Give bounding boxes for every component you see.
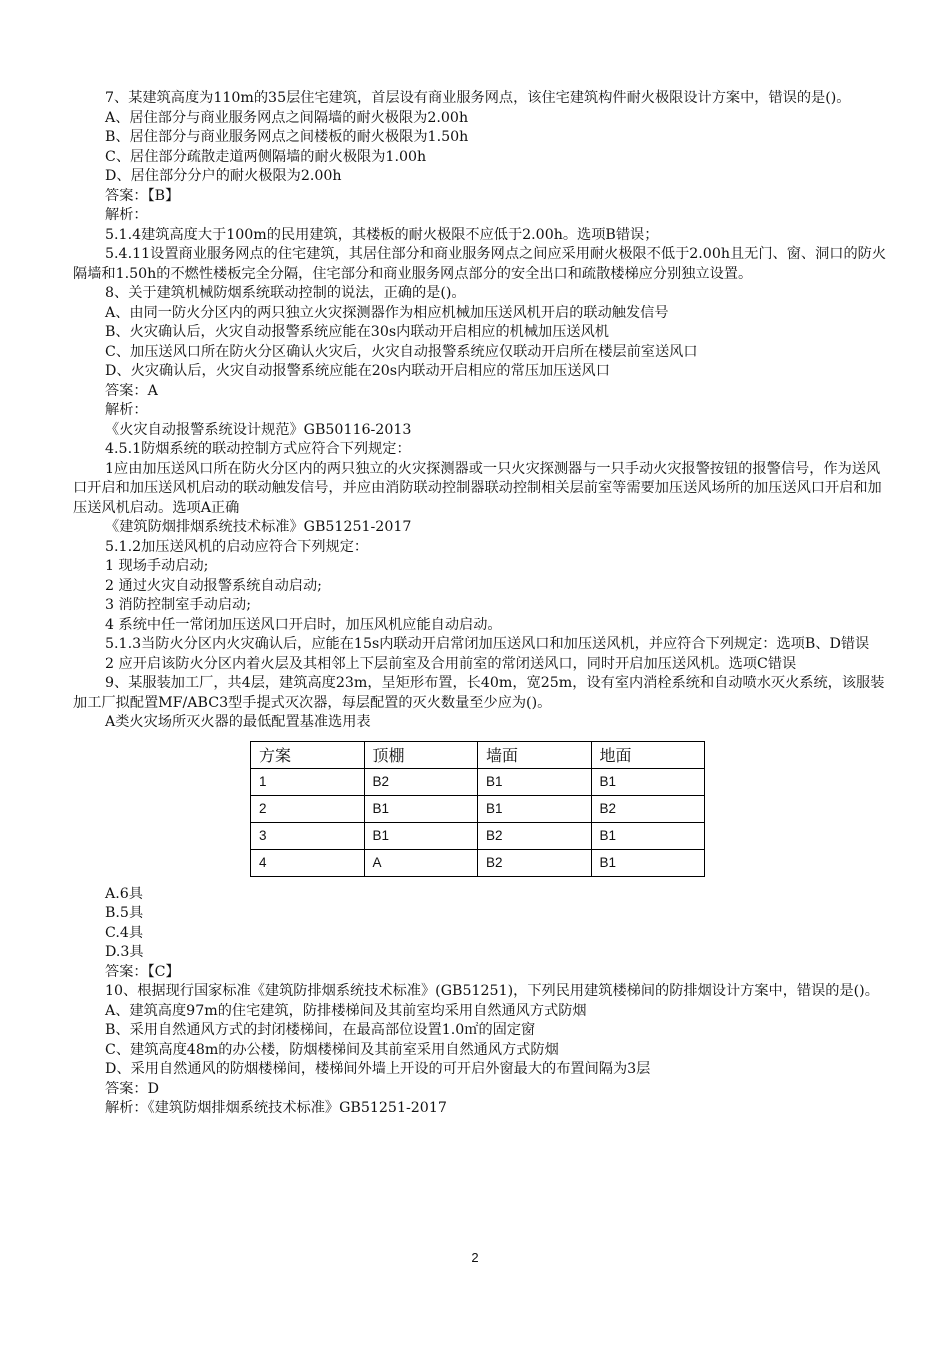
table-cell: 3 [251, 822, 365, 849]
q9-answer: 答案：【C】 [105, 963, 180, 980]
q8-analysis-9: 4 系统中任一常闭加压送风口开启时，加压风机应能自动启动。 [105, 616, 502, 633]
table-row [251, 822, 705, 849]
q7-answer: 答案：【B】 [105, 187, 180, 204]
q10-option-d: D、采用自然通风的防烟楼梯间，楼梯间外墙上开设的可开启外窗最大的布置间隔为3层 [105, 1061, 651, 1077]
q8-analysis-6: 1 现场手动启动; [105, 558, 209, 574]
q7-option-b: B、居住部分与商业服务网点之间楼板的耐火极限为1.50h [105, 129, 469, 145]
table-row [251, 795, 705, 822]
table-cell: B2 [478, 849, 592, 876]
q8-analysis-7: 2 通过火灾自动报警系统自动启动; [105, 577, 322, 594]
q10-answer: 答案：D [105, 1080, 159, 1097]
table-cell: 2 [251, 795, 365, 822]
q8-analysis-3: 1应由加压送风口所在防火分区内的两只独立的火灾探测器或一只火灾探测器与一只手动火灾报警按钮的报警信号，作为送风口开启和加压送风机启动的联动触发信号，并应由消防联动控制器联动控制相关层前室等需要加压送风场所的加压送风口开启和加压送风机启动。选项A正确 [73, 460, 882, 516]
table-cell: B2 [478, 822, 592, 849]
table-header-cell: 地面 [591, 741, 705, 768]
q8-option-c: C、加压送风口所在防火分区确认火灾后，火灾自动报警系统应仅联动开启所在楼层前室送风口 [105, 343, 698, 360]
table-cell: B1 [364, 795, 478, 822]
q8-analysis-4: 《建筑防烟排烟系统技术标准》GB51251-2017 [105, 519, 412, 535]
table-cell: 4 [251, 849, 365, 876]
table-cell: B2 [591, 795, 705, 822]
q10-stem: 10、根据现行国家标准《建筑防排烟系统技术标准》(GB51251)，下列民用建筑楼梯间的防排烟设计方案中，错误的是()。 [105, 983, 879, 999]
q8-analysis-10: 5.1.3当防火分区内火灾确认后，应能在15s内联动开启常闭加压送风口和加压送风机，并应符合下列规定：选项B、D错误 [105, 636, 870, 652]
q9-option-d: D.3具 [105, 944, 144, 960]
q7-analysis-1: 5.1.4建筑高度大于100m的民用建筑，其楼板的耐火极限不应低于2.00h。选项B错误； [105, 226, 659, 243]
q10-option-c: C、建筑高度48m的办公楼，防烟楼梯间及其前室采用自然通风方式防烟 [105, 1041, 559, 1058]
table-header-cell: 方案 [251, 741, 365, 768]
q8-option-b: B、火灾确认后，火灾自动报警系统应能在30s内联动开启相应的机械加压送风机 [105, 324, 609, 340]
table-header-row [251, 741, 705, 768]
q9-stem: 9、某服装加工厂，共4层，建筑高度23m，呈矩形布置，长40m，宽25m，设有室内消栓系统和自动喷水灭火系统，该服装加工厂拟配置MF/ABC3型手提式灭次器，每层配置的灭火数量至少应为()。 [73, 675, 885, 711]
extinguisher-config-table [250, 741, 705, 877]
table-cell: A [364, 849, 478, 876]
q8-stem: 8、关于建筑机械防烟系统联动控制的说法，正确的是()。 [105, 285, 466, 301]
table-cell: 1 [251, 768, 365, 795]
document-page [73, 89, 891, 1119]
q8-analysis-label: 解析： [105, 402, 148, 418]
q10-option-b: B、采用自然通风方式的封闭楼梯间，在最高部位设置1.0㎡的固定窗 [105, 1022, 536, 1038]
q9-table-caption: A类火灾场所灭火器的最低配置基准选用表 [105, 714, 371, 730]
table-cell: B1 [591, 822, 705, 849]
table-row [251, 849, 705, 876]
q8-analysis-2: 4.5.1防烟系统的联动控制方式应符合下列规定： [105, 441, 411, 457]
q7-option-d: D、居住部分分户的耐火极限为2.00h [105, 168, 342, 184]
q7-stem: 7、某建筑高度为110m的35层住宅建筑，首层设有商业服务网点，该住宅建筑构件耐火极限设计方案中，错误的是()。 [105, 90, 851, 106]
q8-analysis-1: 《火灾自动报警系统设计规范》GB50116-2013 [105, 421, 412, 438]
q7-analysis-2: 5.4.11设置商业服务网点的住宅建筑，其居住部分和商业服务网点之间应采用耐火极限不低于2.00h且无门、窗、洞口的防火隔墙和1.50h的不燃性楼板完全分隔，住宅部分和商业服务网点部分的安全出口和疏散楼梯应分别独立设置。 [73, 246, 887, 282]
q9-option-b: B.5具 [105, 905, 144, 921]
q7-option-a: A、居住部分与商业服务网点之间隔墙的耐火极限为2.00h [105, 109, 469, 126]
table-cell: B1 [478, 768, 592, 795]
table-header-cell: 墙面 [478, 741, 592, 768]
q9-option-c: C.4具 [105, 924, 144, 941]
q8-analysis-8: 3 消防控制室手动启动; [105, 597, 252, 613]
table-cell: B2 [364, 768, 478, 795]
table-row [251, 768, 705, 795]
q8-answer: 答案：A [105, 382, 158, 399]
table-cell: B1 [591, 849, 705, 876]
q9-option-a: A.6具 [105, 885, 143, 902]
q7-option-c: C、居住部分疏散走道两侧隔墙的耐火极限为1.00h [105, 148, 427, 165]
q8-analysis-11: 2 应开启该防火分区内着火层及其相邻上下层前室及合用前室的常闭送风口，同时开启加压送风机。选项C错误 [105, 655, 797, 672]
q8-analysis-5: 5.1.2加压送风机的启动应符合下列规定： [105, 538, 369, 555]
q10-analysis: 解析：《建筑防烟排烟系统技术标准》GB51251-2017 [105, 1100, 447, 1116]
table-cell: B1 [364, 822, 478, 849]
q8-option-d: D、火灾确认后，火灾自动报警系统应能在20s内联动开启相应的常压加压送风口 [105, 363, 610, 379]
q7-analysis-label: 解析： [105, 207, 148, 223]
q10-option-a: A、建筑高度97m的住宅建筑，防排楼梯间及其前室均采用自然通风方式防烟 [105, 1002, 587, 1019]
q8-option-a: A、由同一防火分区内的两只独立火灾探测器作为相应机械加压送风机开启的联动触发信号 [105, 304, 669, 321]
page-number: 2 [471, 1250, 479, 1265]
table-cell: B1 [478, 795, 592, 822]
table-header-cell: 顶棚 [364, 741, 478, 768]
table-cell: B1 [591, 768, 705, 795]
